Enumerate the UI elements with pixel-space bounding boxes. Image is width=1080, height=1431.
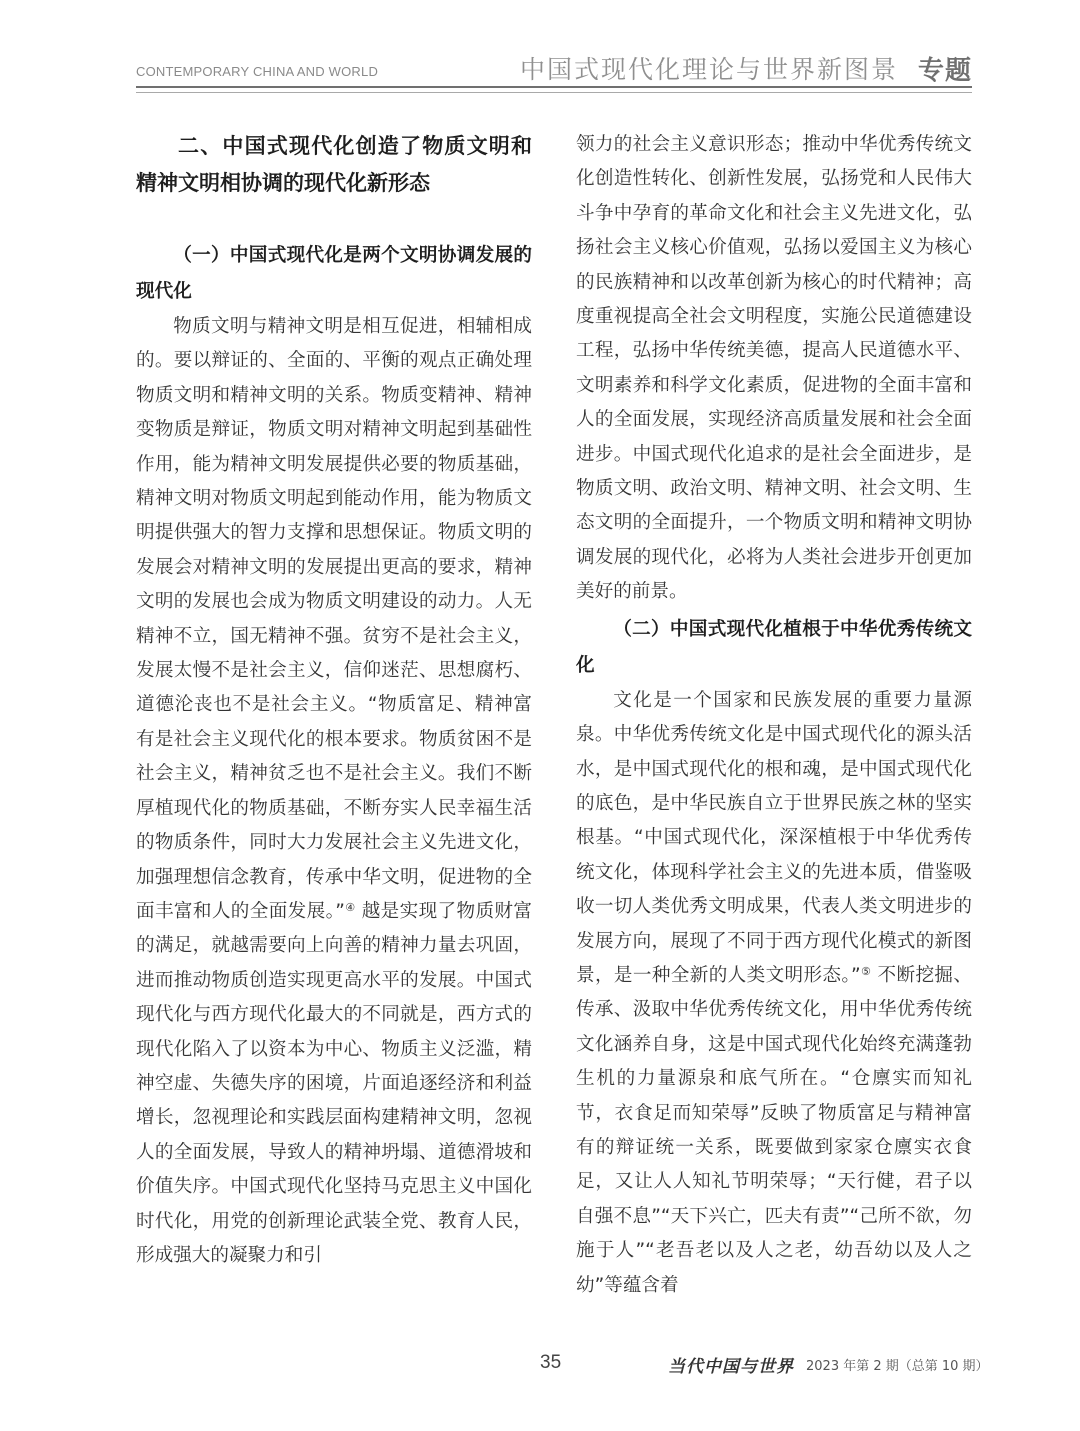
paragraph-1-continued: 领力的社会主义意识形态；推动中华优秀传统文化创造性转化、创新性发展，弘扬党和人民伟大斗争中孕育的革命文化和社会主义先进文化，弘扬社会主义核心价值观，弘扬以爱国主义为核心的民族精神和以改革创新为核心的时代精神；高度重视提高全社会文明程度，实施公民道德建设工程，弘扬中华传统美德，提高人民道德水平、文明素养和科学文化素质，促进物的全面丰富和人的全面发展，实现经济高质量发展和社会全面进步。中国式现代化追求的是社会全面进步，是物质文明、政治文明、精神文明、社会文明、生态文明的全面提升，一个物质文明和精神文明协调发展的现代化，必将为人类社会进步开创更加美好的前景。	[576, 134, 972, 603]
header-rule-thin	[136, 92, 972, 93]
left-column	[136, 128, 532, 1273]
subsection-title-2: （二）中国式现代化植根于中华优秀传统文化	[576, 618, 972, 676]
issue-info: 2023 年第 2 期（总第 10 期）	[806, 1359, 989, 1374]
paragraph-1-text-b: 越是实现了物质财富的满足，就越需要向上向善的精神力量去巩固，进而推动物质创造实现更高水平的发展。中国式现代化与西方现代化最大的不同就是，西方式的现代化陷入了以资本为中心、物质主义泛滥，精神空虚、失德失序的困境，片面追逐经济和利益增长，忽视理论和实践层面构建精神文明，忽视人的全面发展，导致人的精神坍塌、道德滑坡和价值失序。中国式现代化坚持马克思主义中国化时代化，用党的创新理论武装全党、教育人民，形成强大的凝聚力和引	[136, 900, 532, 1266]
header-english-title: CONTEMPORARY CHINA AND WORLD	[136, 64, 379, 79]
paragraph-2-text-b: 不断挖掘、传承、汲取中华优秀传统文化，用中华优秀传统文化涵养自身，这是中国式现代化始终充满蓬勃生机的力量源泉和底气所在。“仓廪实而知礼节，衣食足而知荣辱”反映了物质富足与精神富有的辩证统一关系，既要做到家家仓廪实衣食足，又让人人知礼节明荣辱；“天行健，君子以自强不息”“天下兴亡，匹夫有责”“己所不欲，勿施于人”“老吾老以及人之老，幼吾幼以及人之幼”等蕴含着	[576, 964, 972, 1296]
paragraph-2-text-a: 文化是一个国家和民族发展的重要力量源泉。中华优秀传统文化是中国式现代化的源头活水，是中国式现代化的根和魂，是中国式现代化的底色，是中华民族自立于世界民族之林的坚实根基。“中国式现代化，深深植根于中华优秀传统文化，体现科学社会主义的先进本质，借鉴吸收一切人类优秀文明成果，代表人类文明进步的发展方向，展现了不同于西方现代化模式的新图景，是一种全新的人类文明形态。”	[576, 689, 972, 986]
page-number: 35	[540, 1352, 562, 1373]
paragraph-1-text-a: 物质文明与精神文明是相互促进，相辅相成的。要以辩证的、全面的、平衡的观点正确处理物质文明和精神文明的关系。物质变精神、精神变物质是辩证，物质文明对精神文明起到基础性作用，能为精神文明发展提供必要的物质基础，精神文明对物质文明起到能动作用，能为物质文明提供强大的智力支撑和思想保证。物质文明的发展会对精神文明的发展提出更高的要求，精神文明的发展也会成为物质文明建设的动力。人无精神不立，国无精神不强。贫穷不是社会主义，发展太慢不是社会主义，信仰迷茫、思想腐朽、道德沦丧也不是社会主义。“物质富足、精神富有是社会主义现代化的根本要求。物质贫困不是社会主义，精神贫乏也不是社会主义。我们不断厚植现代化的物质基础，不断夯实人民幸福生活的物质条件，同时大力发展社会主义先进文化，加强理想信念教育，传承中华文明，促进物的全面丰富和人的全面发展。”	[136, 316, 532, 922]
section-title: 二、中国式现代化创造了物质文明和精神文明相协调的现代化新形态	[136, 134, 532, 195]
journal-name: 当代中国与世界	[668, 1357, 794, 1377]
footnote-ref-5: ⑤	[860, 964, 872, 978]
header-rule	[136, 86, 972, 88]
right-column	[576, 128, 972, 1303]
paragraph-2	[576, 684, 972, 1303]
footnote-ref-4: ④	[344, 900, 356, 914]
subsection-title-1: （一）中国式现代化是两个文明协调发展的现代化	[136, 245, 532, 302]
header-section-tag: 专题	[918, 56, 973, 86]
header-column-title: 中国式现代化理论与世界新图景	[520, 55, 899, 84]
paragraph-1	[136, 310, 532, 1273]
